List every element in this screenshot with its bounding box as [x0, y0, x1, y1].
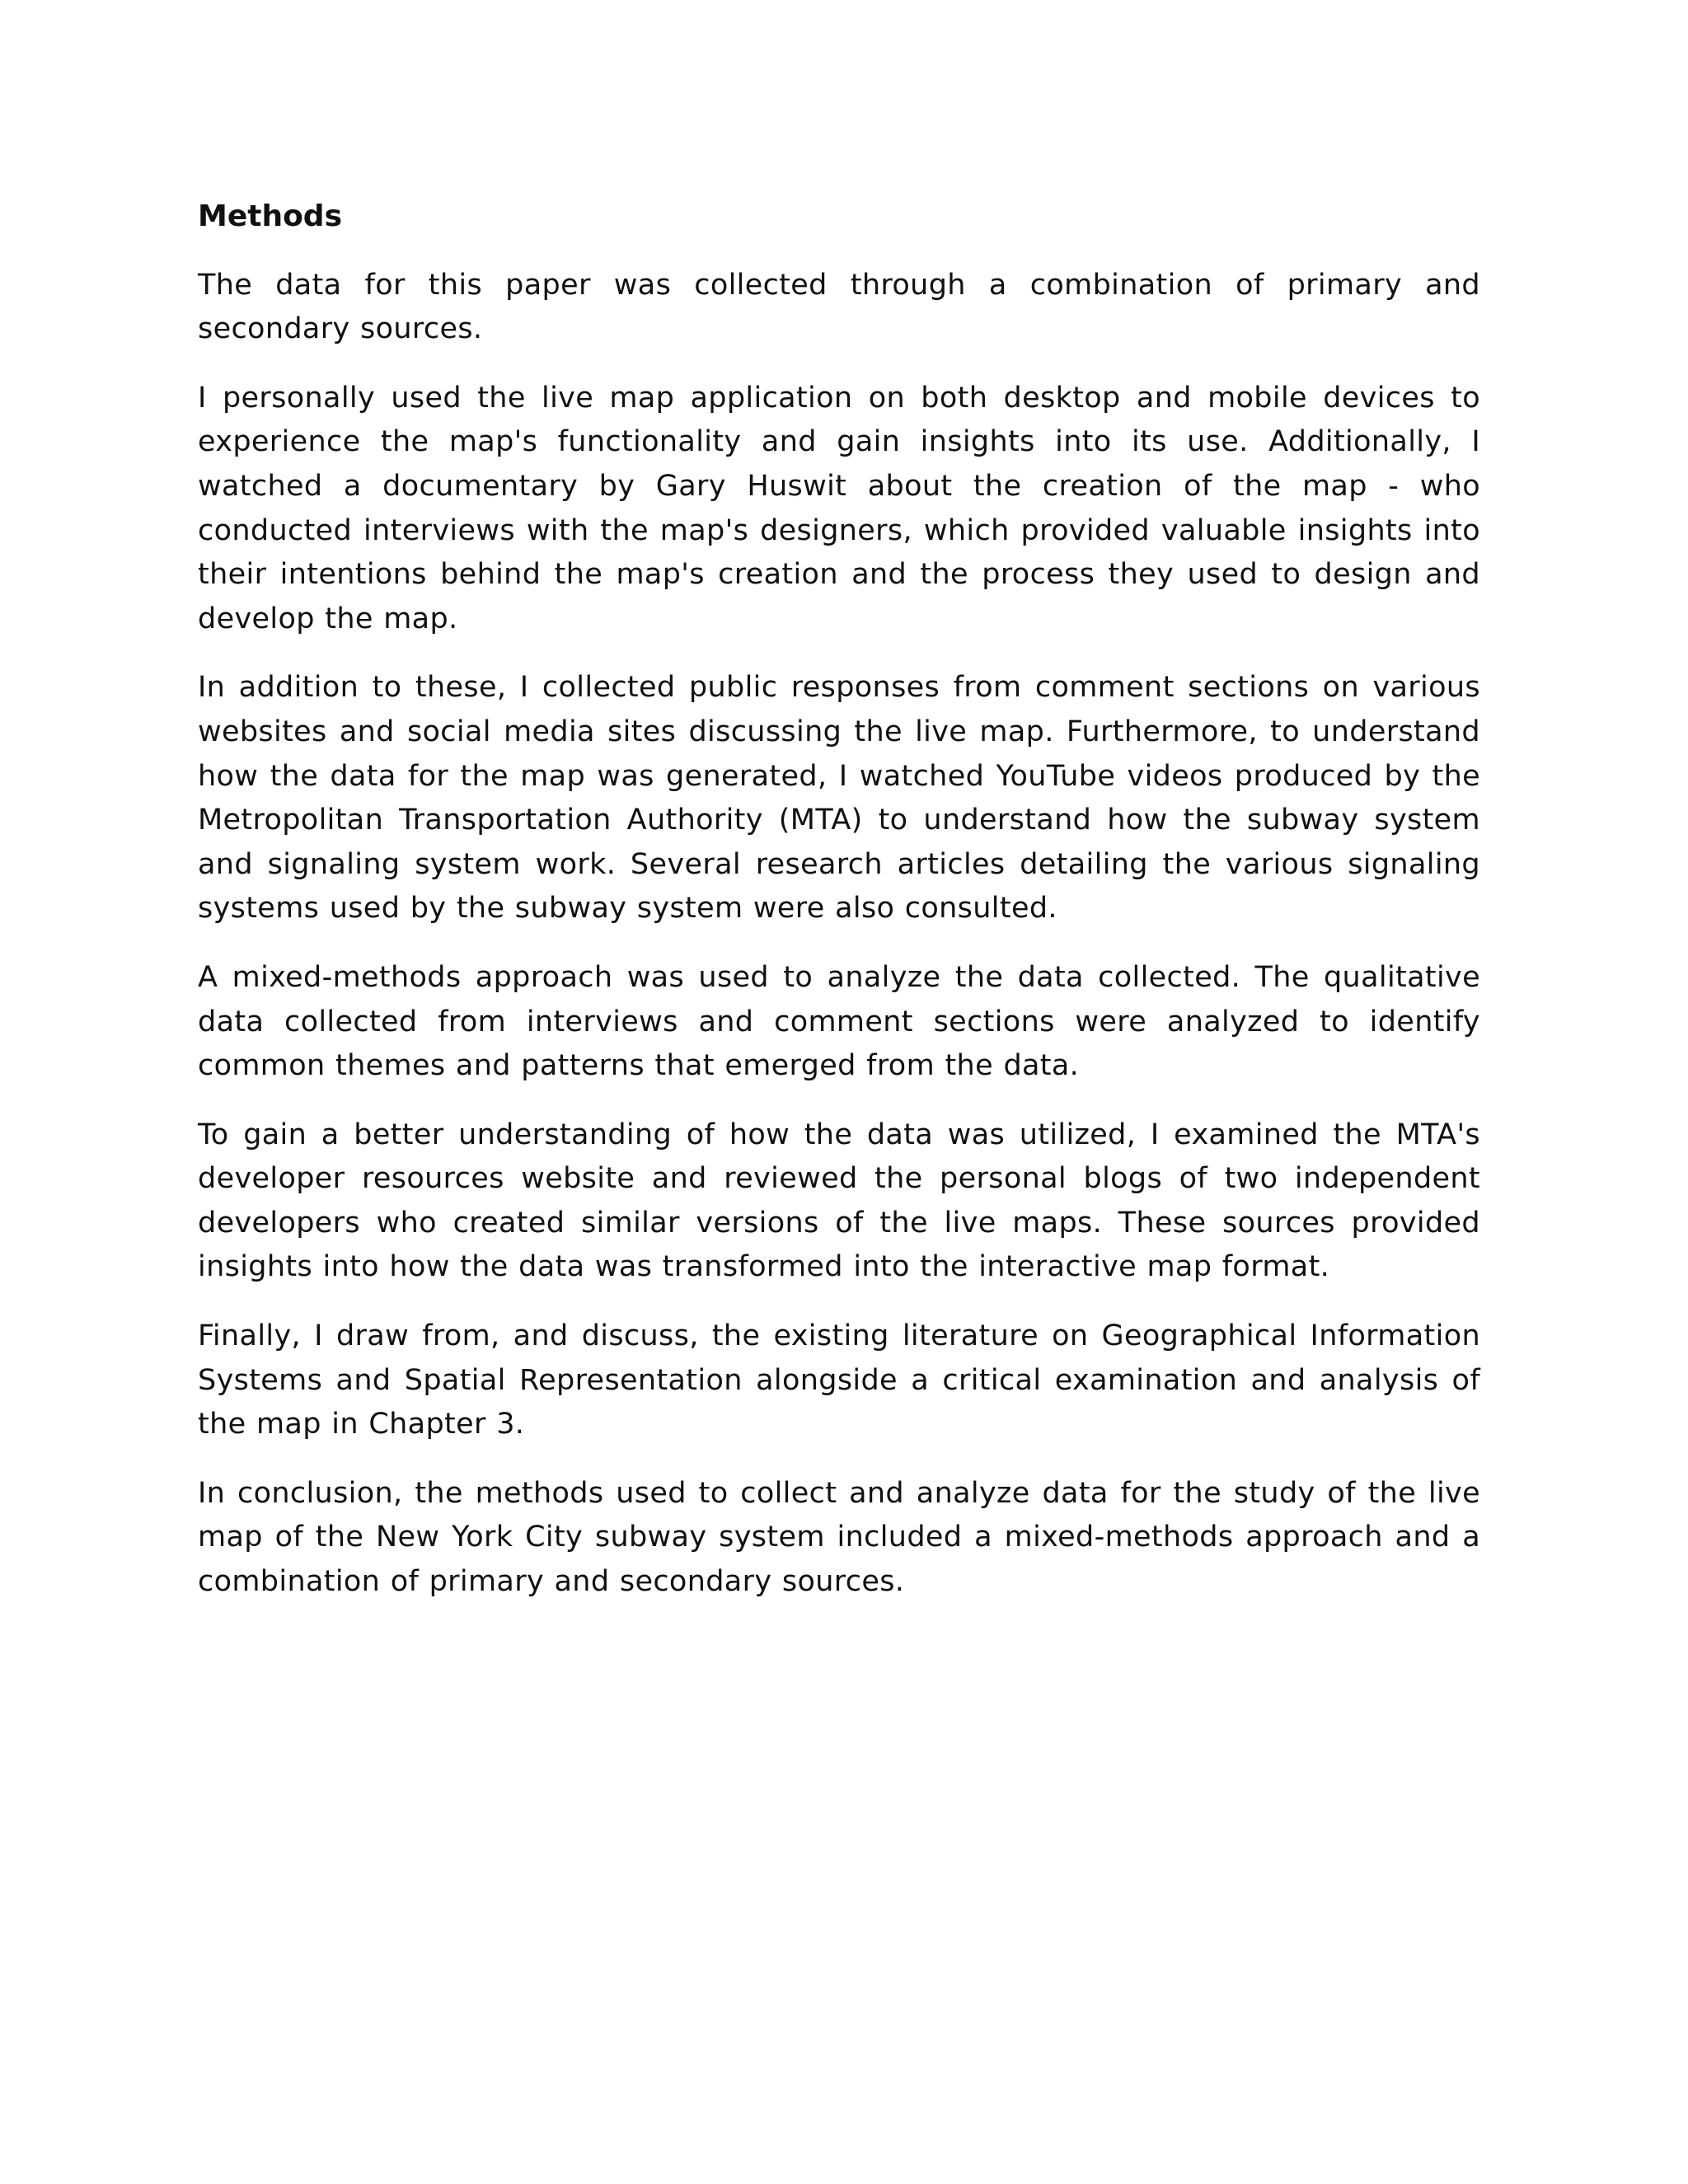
- paragraph-7: In conclusion, the methods used to collect and analyze data for the study of the live map of the New York City subway system included a mixed-methods approach and a combination of primary and secondary sources.: [198, 1476, 1480, 1599]
- paragraph-4: A mixed-methods approach was used to analyze the data collected. The qualitative data collected from interviews and comment sections were analyzed to identify common themes and patterns that emerged from the data.: [198, 960, 1480, 1083]
- paragraph-5: To gain a better understanding of how the data was utilized, I examined the MTA's developer resources website and reviewed the personal blogs of two independent developers who created similar versions of the live maps. These sources provided insights into how the data was transformed into the interactive map format.: [198, 1118, 1480, 1284]
- paragraph-3: In addition to these, I collected public responses from comment sections on various websites and social media sites discussing the live map. Furthermore, to understand how the data for the map was generated, I watched YouTube videos produced by the Metropolitan Transportation Authority (MTA) to understand how the subway system and signaling system work. Several research articles detailing the various signaling systems used by the subway system were also consulted.: [198, 671, 1480, 926]
- paragraph-1: The data for this paper was collected through a combination of primary and secondary sources.: [198, 268, 1480, 346]
- paragraph-2: I personally used the live map application on both desktop and mobile devices to experience the map's functionality and gain insights into its use. Additionally, I watched a documentary by Gary Huswit about the creation of the map - who conducted interviews with the map's designers, which provided valuable insights into their intentions behind the map's creation and the process they used to design and develop the map.: [198, 381, 1480, 635]
- document-body: [198, 194, 1480, 1605]
- paragraph-6: Finally, I draw from, and discuss, the existing literature on Geographical Information Systems and Spatial Representation alongside a critical examination and analysis of the map in Chapter 3.: [198, 1319, 1480, 1441]
- section-heading: Methods: [198, 199, 343, 233]
